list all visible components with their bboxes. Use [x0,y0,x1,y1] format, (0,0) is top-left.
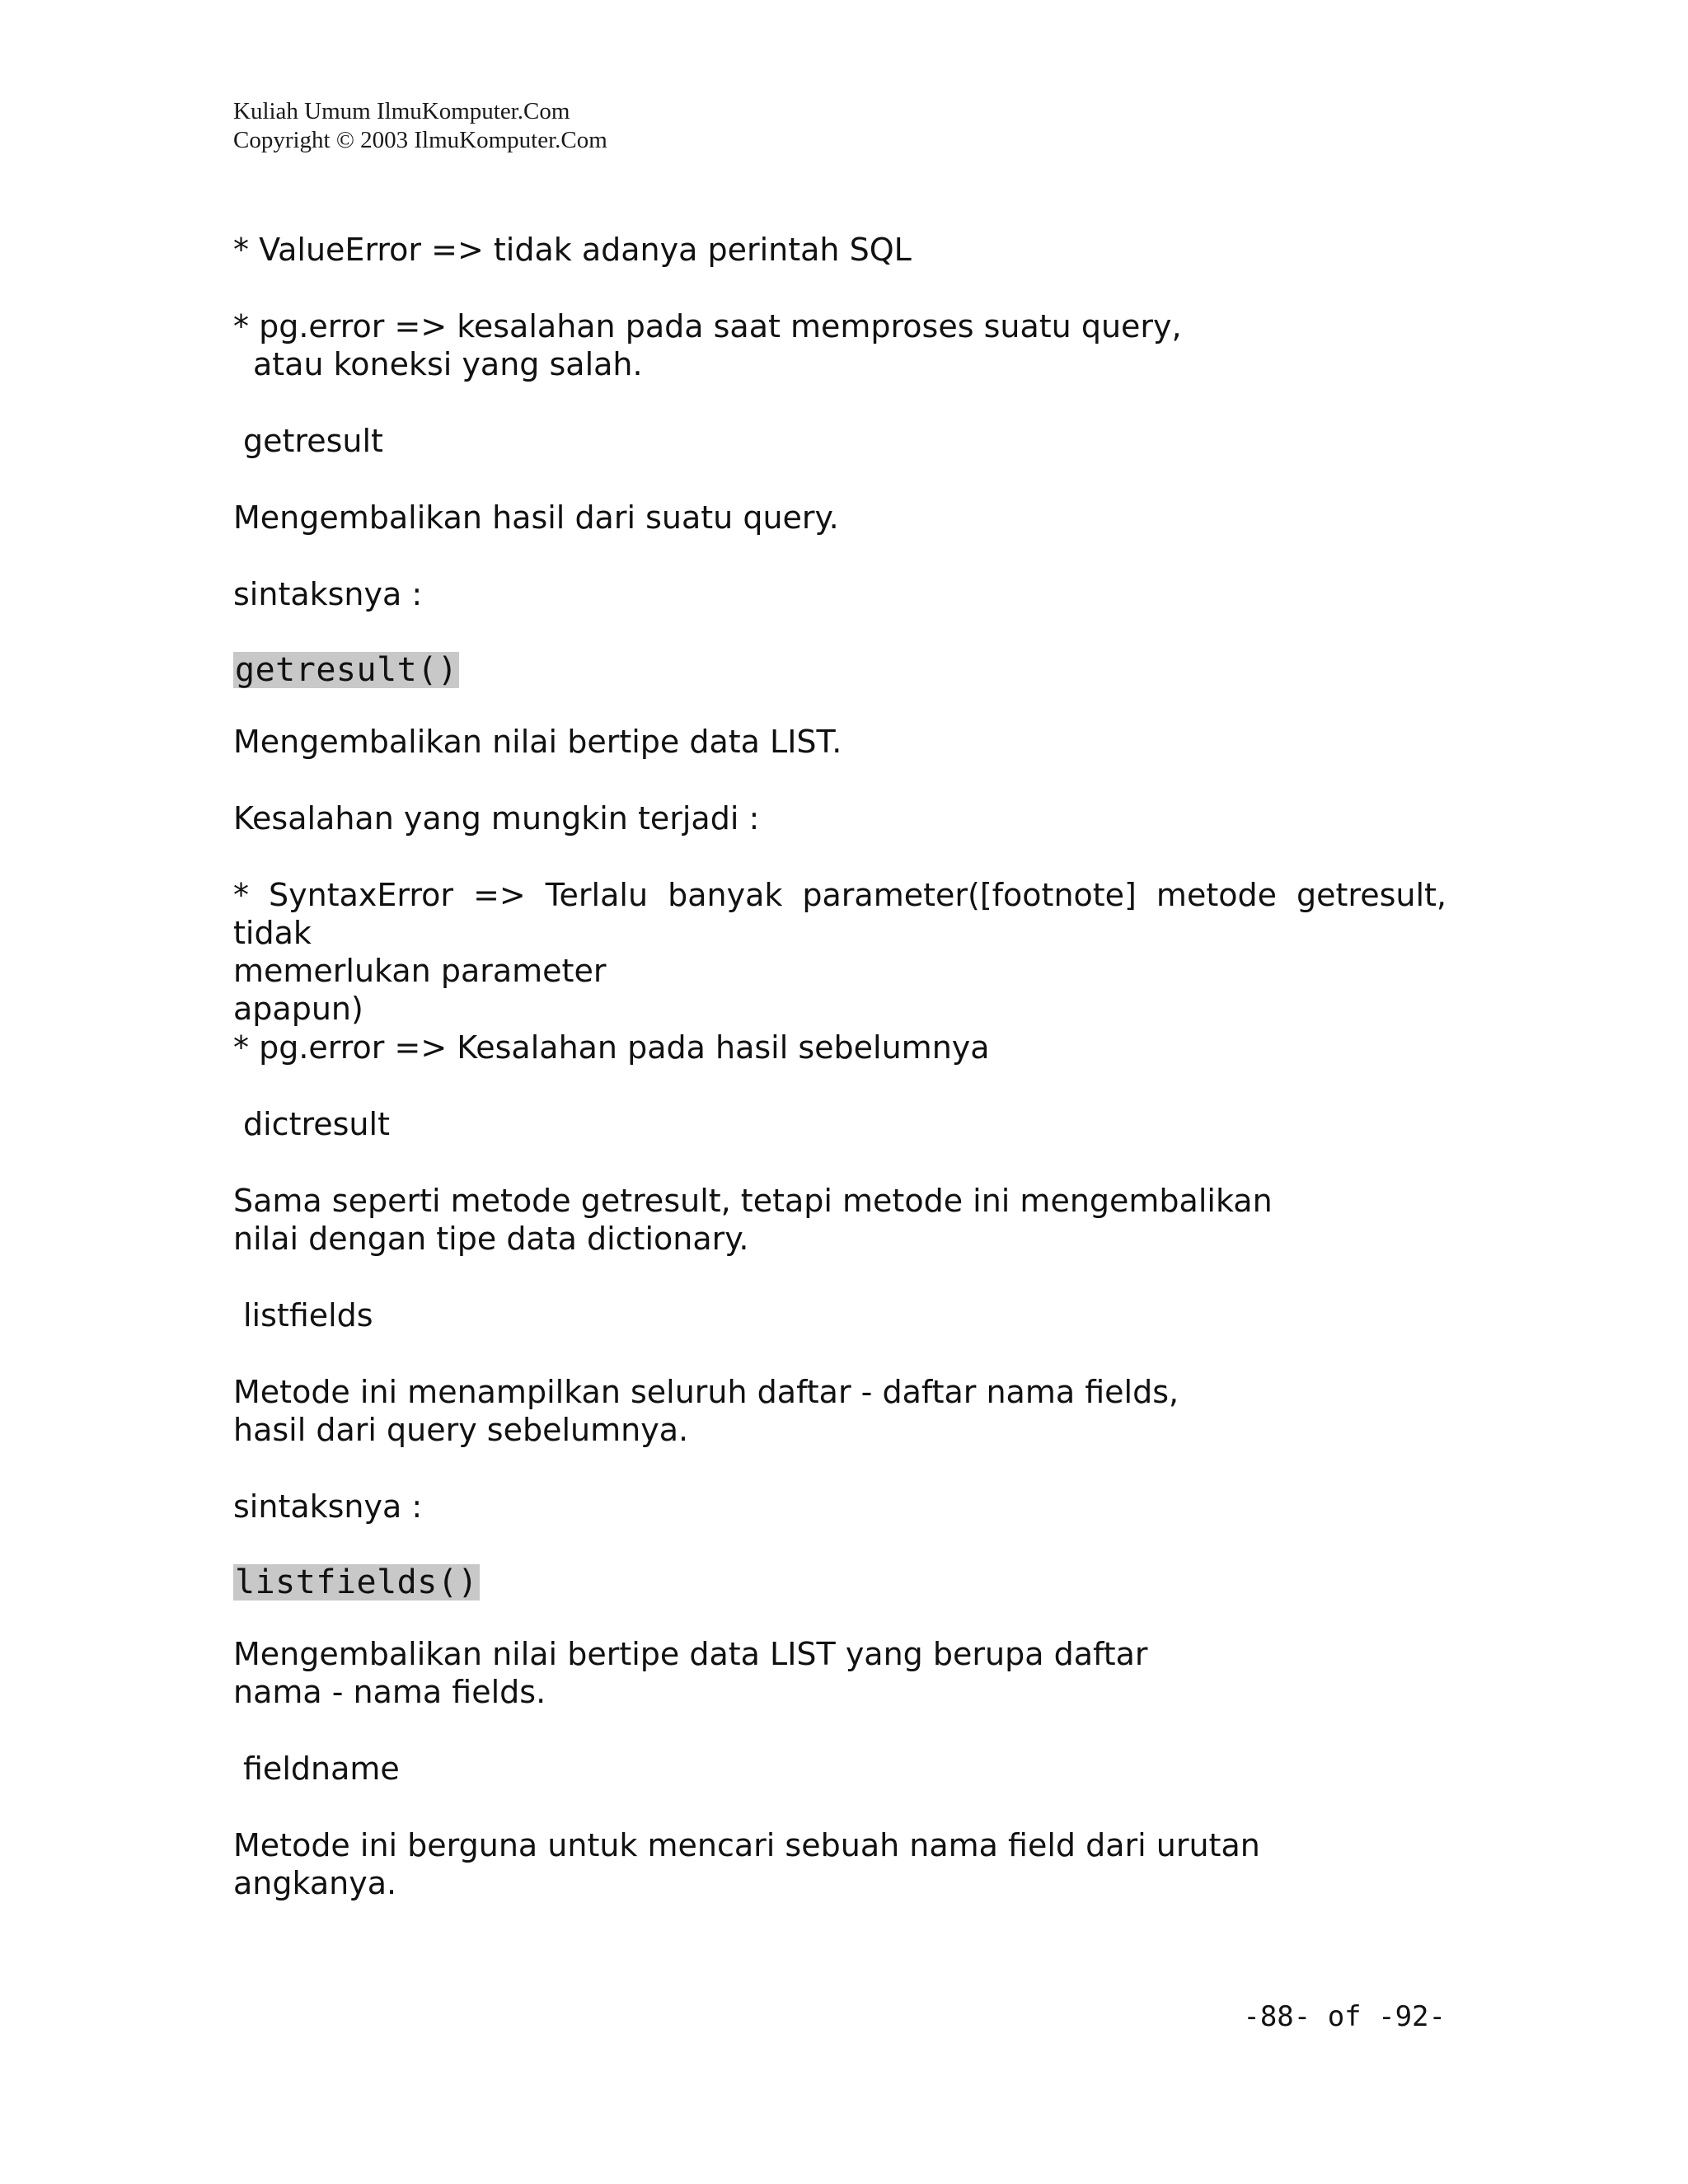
listfields-description-line1: Metode ini menampilkan seluruh daftar - daftar nama fields, [233,1374,1179,1410]
syntax-label-2: sintaksnya : [233,1488,423,1525]
listfields-return [233,1635,1447,1711]
listfields-description [233,1373,1447,1449]
listfields-description-line2: hasil dari query sebelumnya. [233,1412,689,1448]
syntax-label-1: sintaksnya : [233,576,423,612]
dictresult-heading: dictresult [243,1106,390,1142]
syntax-error-item [233,876,1447,1028]
getresult-description: Mengembalikan hasil dari suatu query. [233,499,839,536]
page-number: -88- of -92- [1243,2000,1446,2033]
errors-label: Kesalahan yang mungkin terjadi : [233,800,760,837]
header-copyright: Copyright © 2003 IlmuKomputer.Com [233,127,607,153]
syntax-error-line1: * SyntaxError => Terlalu banyak parameter([footnote] metode getresult, tidak [233,877,1447,951]
listfields-heading: listfields [243,1297,373,1333]
fieldname-description-line1: Metode ini berguna untuk mencari sebuah nama field dari urutan [233,1827,1260,1863]
dictresult-description [233,1182,1447,1258]
syntax-error-line2: memerlukan parameter [233,953,607,989]
page-header [233,97,607,155]
listfields-return-line1: Mengembalikan nilai bertipe data LIST yang berupa daftar [233,1636,1148,1672]
pg-error-item-1 [233,307,1447,383]
fieldname-heading: fieldname [243,1750,400,1787]
getresult-return: Mengembalikan nilai bertipe data LIST. [233,724,842,760]
getresult-code: getresult() [235,651,458,689]
header-course-title: Kuliah Umum IlmuKomputer.Com [233,98,570,124]
dictresult-description-line2: nilai dengan tipe data dictionary. [233,1221,749,1257]
pg-error-item-1-line2: atau koneksi yang salah. [253,346,643,382]
fieldname-description [233,1826,1447,1902]
syntax-error-line3: apapun) [233,991,363,1027]
getresult-code-block [233,651,1447,689]
dictresult-description-line1: Sama seperti metode getresult, tetapi metode ini mengembalikan [233,1183,1273,1219]
listfields-code: listfields() [235,1563,478,1601]
fieldname-description-line2: angkanya. [233,1865,397,1901]
listfields-code-block [233,1563,1447,1601]
value-error-item: * ValueError => tidak adanya perintah SQL [233,232,912,268]
getresult-heading: getresult [243,423,383,459]
listfields-return-line2: nama - nama fields. [233,1674,546,1710]
pg-error-item-2: * pg.error => Kesalahan pada hasil sebelumnya [233,1029,990,1066]
pg-error-item-1-line1: * pg.error => kesalahan pada saat memproses suatu query, [233,308,1182,344]
